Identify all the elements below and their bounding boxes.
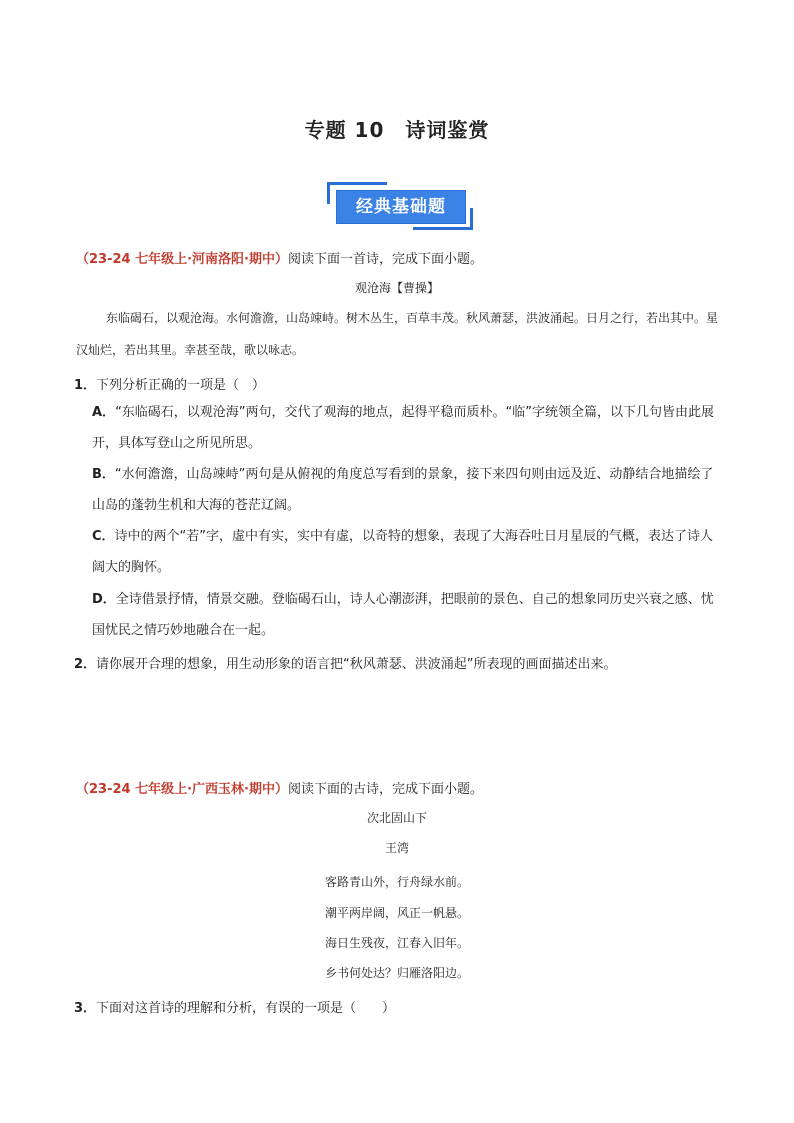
option-text: 诗中的两个“若”字，虚中有实，实中有虚，以奇特的想象，表现了大海吞吐日月星辰的气概，表达了诗人阔大的胸怀。 — [92, 529, 714, 575]
poem-body: 东临碣石，以观沧海。水何澹澹，山岛竦峙。树木丛生，百草丰茂。秋风萧瑟，洪波涌起。日月之行，若出其中。星汉灿烂，若出其里。幸甚至哉，歌以咏志。 — [76, 311, 719, 357]
question-3 — [74, 997, 395, 1016]
question-number: 3． — [74, 1001, 97, 1016]
question-stem: 下列分析正确的一项是（ ） — [96, 378, 266, 393]
option-text: “水何澹澹，山岛竦峙”两句是从俯视的角度总写看到的景象，接下来四句则由远及近、动静结合地描绘了山岛的蓬勃生机和大海的苍茫辽阔。 — [92, 467, 714, 513]
option-c[interactable] — [92, 521, 724, 583]
badge-label: 经典基础题 — [336, 190, 466, 224]
option-letter: A． — [92, 405, 116, 420]
option-letter: D． — [92, 592, 116, 607]
question-number: 1． — [74, 378, 97, 393]
poem-author: 王湾 — [384, 841, 409, 855]
question-number: 2． — [74, 657, 97, 672]
question-1 — [74, 374, 265, 393]
source-line-2 — [76, 778, 483, 797]
section-badge — [327, 182, 473, 230]
option-a[interactable] — [92, 397, 724, 459]
poem-line: 客路青山外，行舟绿水前。 — [324, 875, 469, 889]
source-tag: （23-24 七年级上·广西玉林·期中） — [76, 782, 288, 797]
source-tag: （23-24 七年级上·河南洛阳·期中） — [76, 252, 288, 267]
source-text: 阅读下面的古诗，完成下面小题。 — [287, 782, 483, 797]
poem-title: 观沧海【曹操】 — [354, 281, 439, 295]
question-2 — [74, 653, 617, 672]
option-letter: B． — [92, 467, 115, 482]
option-d[interactable] — [92, 584, 724, 646]
source-text: 阅读下面一首诗，完成下面小题。 — [287, 252, 483, 267]
page-title: 专题 10 诗词鉴赏 — [304, 118, 490, 142]
option-letter: C． — [92, 529, 115, 544]
option-text: “东临碣石，以观沧海”两句，交代了观海的地点，起得平稳而质朴。“临”字统领全篇，以下几句皆由此展开，具体写登山之所见所思。 — [92, 405, 715, 451]
option-b[interactable] — [92, 459, 724, 521]
poem-line: 乡书何处达？归雁洛阳边。 — [324, 966, 469, 980]
question-stem: 请你展开合理的想象，用生动形象的语言把“秋风萧瑟、洪波涌起”所表现的画面描述出来。 — [96, 657, 617, 672]
source-line-1 — [76, 248, 483, 267]
poem-line: 潮平两岸阔，风正一帆悬。 — [324, 906, 469, 920]
option-text: 全诗借景抒情，情景交融。登临碣石山，诗人心潮澎湃，把眼前的景色、自己的想象同历史兴衰之感、忧国忧民之情巧妙地融合在一起。 — [92, 592, 714, 638]
question-stem: 下面对这首诗的理解和分析，有误的一项是（ ） — [96, 1001, 396, 1016]
poem-title: 次北固山下 — [366, 811, 427, 825]
poem-line: 海日生残夜，江春入旧年。 — [324, 936, 469, 950]
